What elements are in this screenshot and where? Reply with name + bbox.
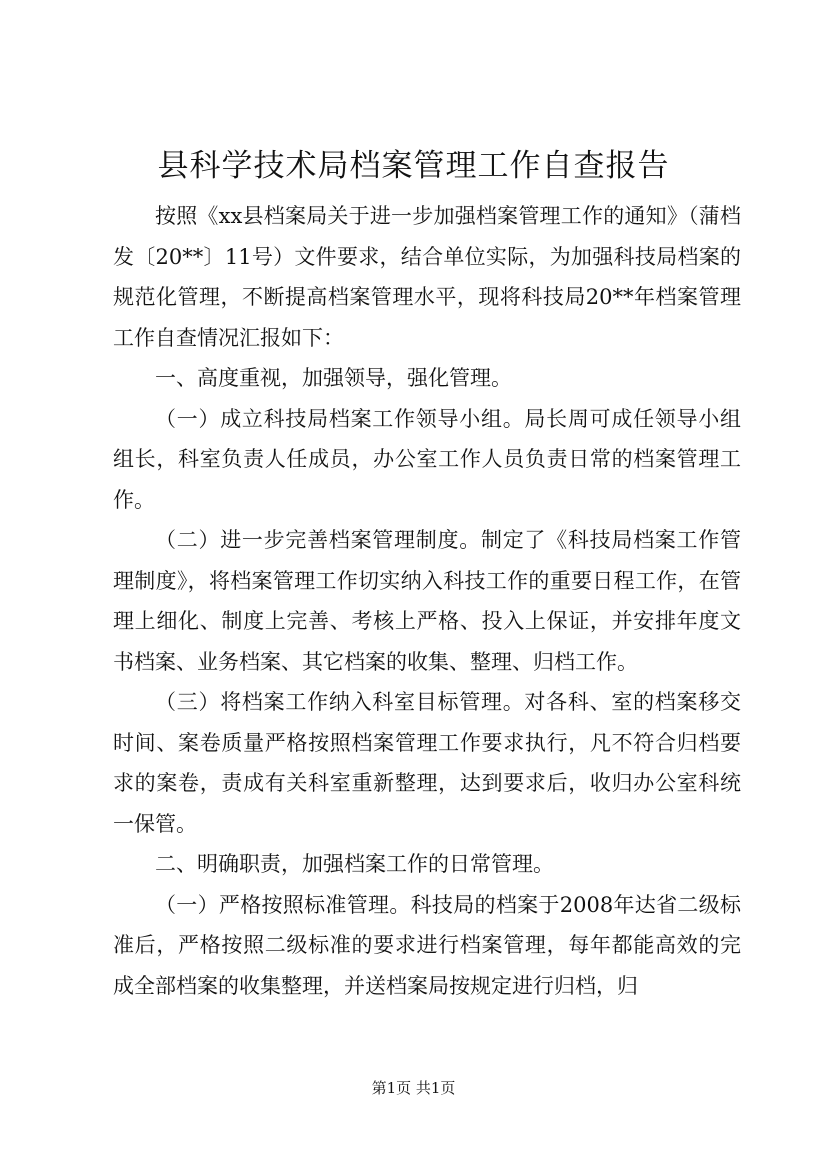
page-footer: 第1页 共1页 — [371, 1079, 456, 1097]
section-heading-1: 一、高度重视，加强领导，强化管理。 — [155, 366, 512, 390]
document-title: 县科学技术局档案管理工作自查报告 — [157, 148, 670, 184]
paragraph-2-1: （一）严格按照标准管理。科技局的档案于2008年达省二级标准后，严格按照二级标准的要求进行档案管理，每年都能高效的完成全部档案的收集整理，并送档案局按规定进行归档，归 — [113, 892, 741, 998]
section-heading-2: 二、明确职责，加强档案工作的日常管理。 — [155, 852, 554, 876]
paragraph-1-3: （三）将档案工作纳入科室目标管理。对各科、室的档案移交时间、案卷质量严格按照档案管理工作要求执行，凡不符合归档要求的案卷，责成有关科室重新整理，达到要求后，收归办公室科统一保管。 — [113, 690, 741, 836]
paragraph-1-2: （二）进一步完善档案管理制度。制定了《科技局档案工作管理制度》，将档案管理工作切实纳入科技工作的重要日程工作，在管理上细化、制度上完善、考核上严格、投入上保证，并安排年度文书档案、业务档案、其它档案的收集、整理、归档工作。 — [113, 528, 741, 674]
paragraph-intro: 按照《xx县档案局关于进一步加强档案管理工作的通知》（蒲档发〔20**〕11号）文件要求，结合单位实际，为加强科技局档案的规范化管理，不断提高档案管理水平，现将科技局20**年档案管理工作自查情况汇报如下： — [113, 204, 741, 350]
document-body — [113, 196, 741, 1006]
paragraph-1-1: （一）成立科技局档案工作领导小组。局长周可成任领导小组组长，科室负责人任成员，办公室工作人员负责日常的档案管理工作。 — [113, 406, 741, 512]
